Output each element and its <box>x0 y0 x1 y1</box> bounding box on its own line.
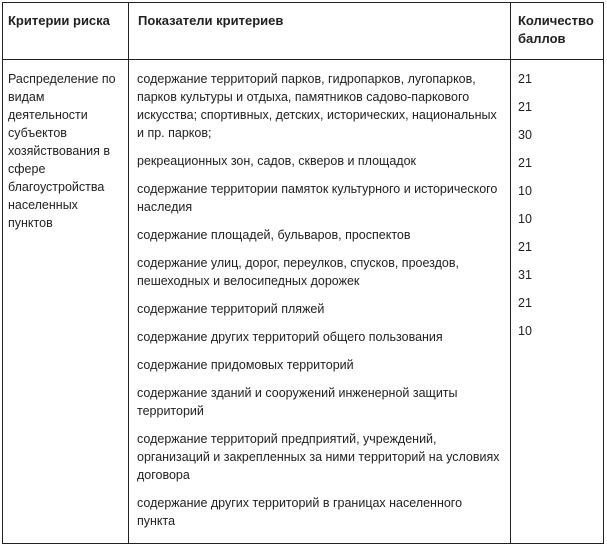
header-divider <box>3 59 603 60</box>
column-divider <box>128 3 129 543</box>
score-value: 21 <box>518 156 532 170</box>
indicator-item: содержание территорий предприятий, учреждений, организаций и закрепленных за ними территорий на условиях договора <box>137 432 500 482</box>
indicators-list <box>137 70 503 540</box>
score-value: 21 <box>518 100 532 114</box>
indicator-item: содержание улиц, дорог, переулков, спусков, проездов, пешеходных и велосипедных дорожек <box>137 256 459 288</box>
score-value: 10 <box>518 324 532 338</box>
score-value: 21 <box>518 72 532 86</box>
indicator-item: содержание других территорий общего пользования <box>137 330 443 344</box>
score-value: 30 <box>518 128 532 142</box>
indicator-item: содержание зданий и сооружений инженерной защиты территорий <box>137 386 458 418</box>
header-indicators: Показатели критериев <box>138 13 284 28</box>
indicator-item: рекреационных зон, садов, скверов и площадок <box>137 154 417 168</box>
score-value: 10 <box>518 184 532 198</box>
column-divider <box>510 3 511 543</box>
score-value: 10 <box>518 212 532 226</box>
indicator-item: содержание территорий парков, гидропарков, лугопарков, парков культуры и отдыха, памятников садово-паркового искусства; спортивных, детских, исторических, национальных и пр. парков; <box>137 72 497 140</box>
score-value: 31 <box>518 268 532 282</box>
indicator-item: содержание других территорий в границах населенного пункта <box>137 496 463 528</box>
indicator-item: содержание площадей, бульваров, проспектов <box>137 228 411 242</box>
header-points: Количество баллов <box>518 13 594 46</box>
risk-criteria-table <box>2 2 604 544</box>
header-criteria: Критерии риска <box>8 13 110 28</box>
indicator-item: содержание придомовых территорий <box>137 358 354 372</box>
score-value: 21 <box>518 240 532 254</box>
score-value: 21 <box>518 296 532 310</box>
indicator-item: содержание территории памяток культурного и исторического наследия <box>137 182 498 214</box>
criteria-cell: Распределение по видам деятельности субъектов хозяйствования в сфере благоустройства населенных пунктов <box>8 72 116 230</box>
scores-list <box>518 70 598 350</box>
indicator-item: содержание территорий пляжей <box>137 302 325 316</box>
